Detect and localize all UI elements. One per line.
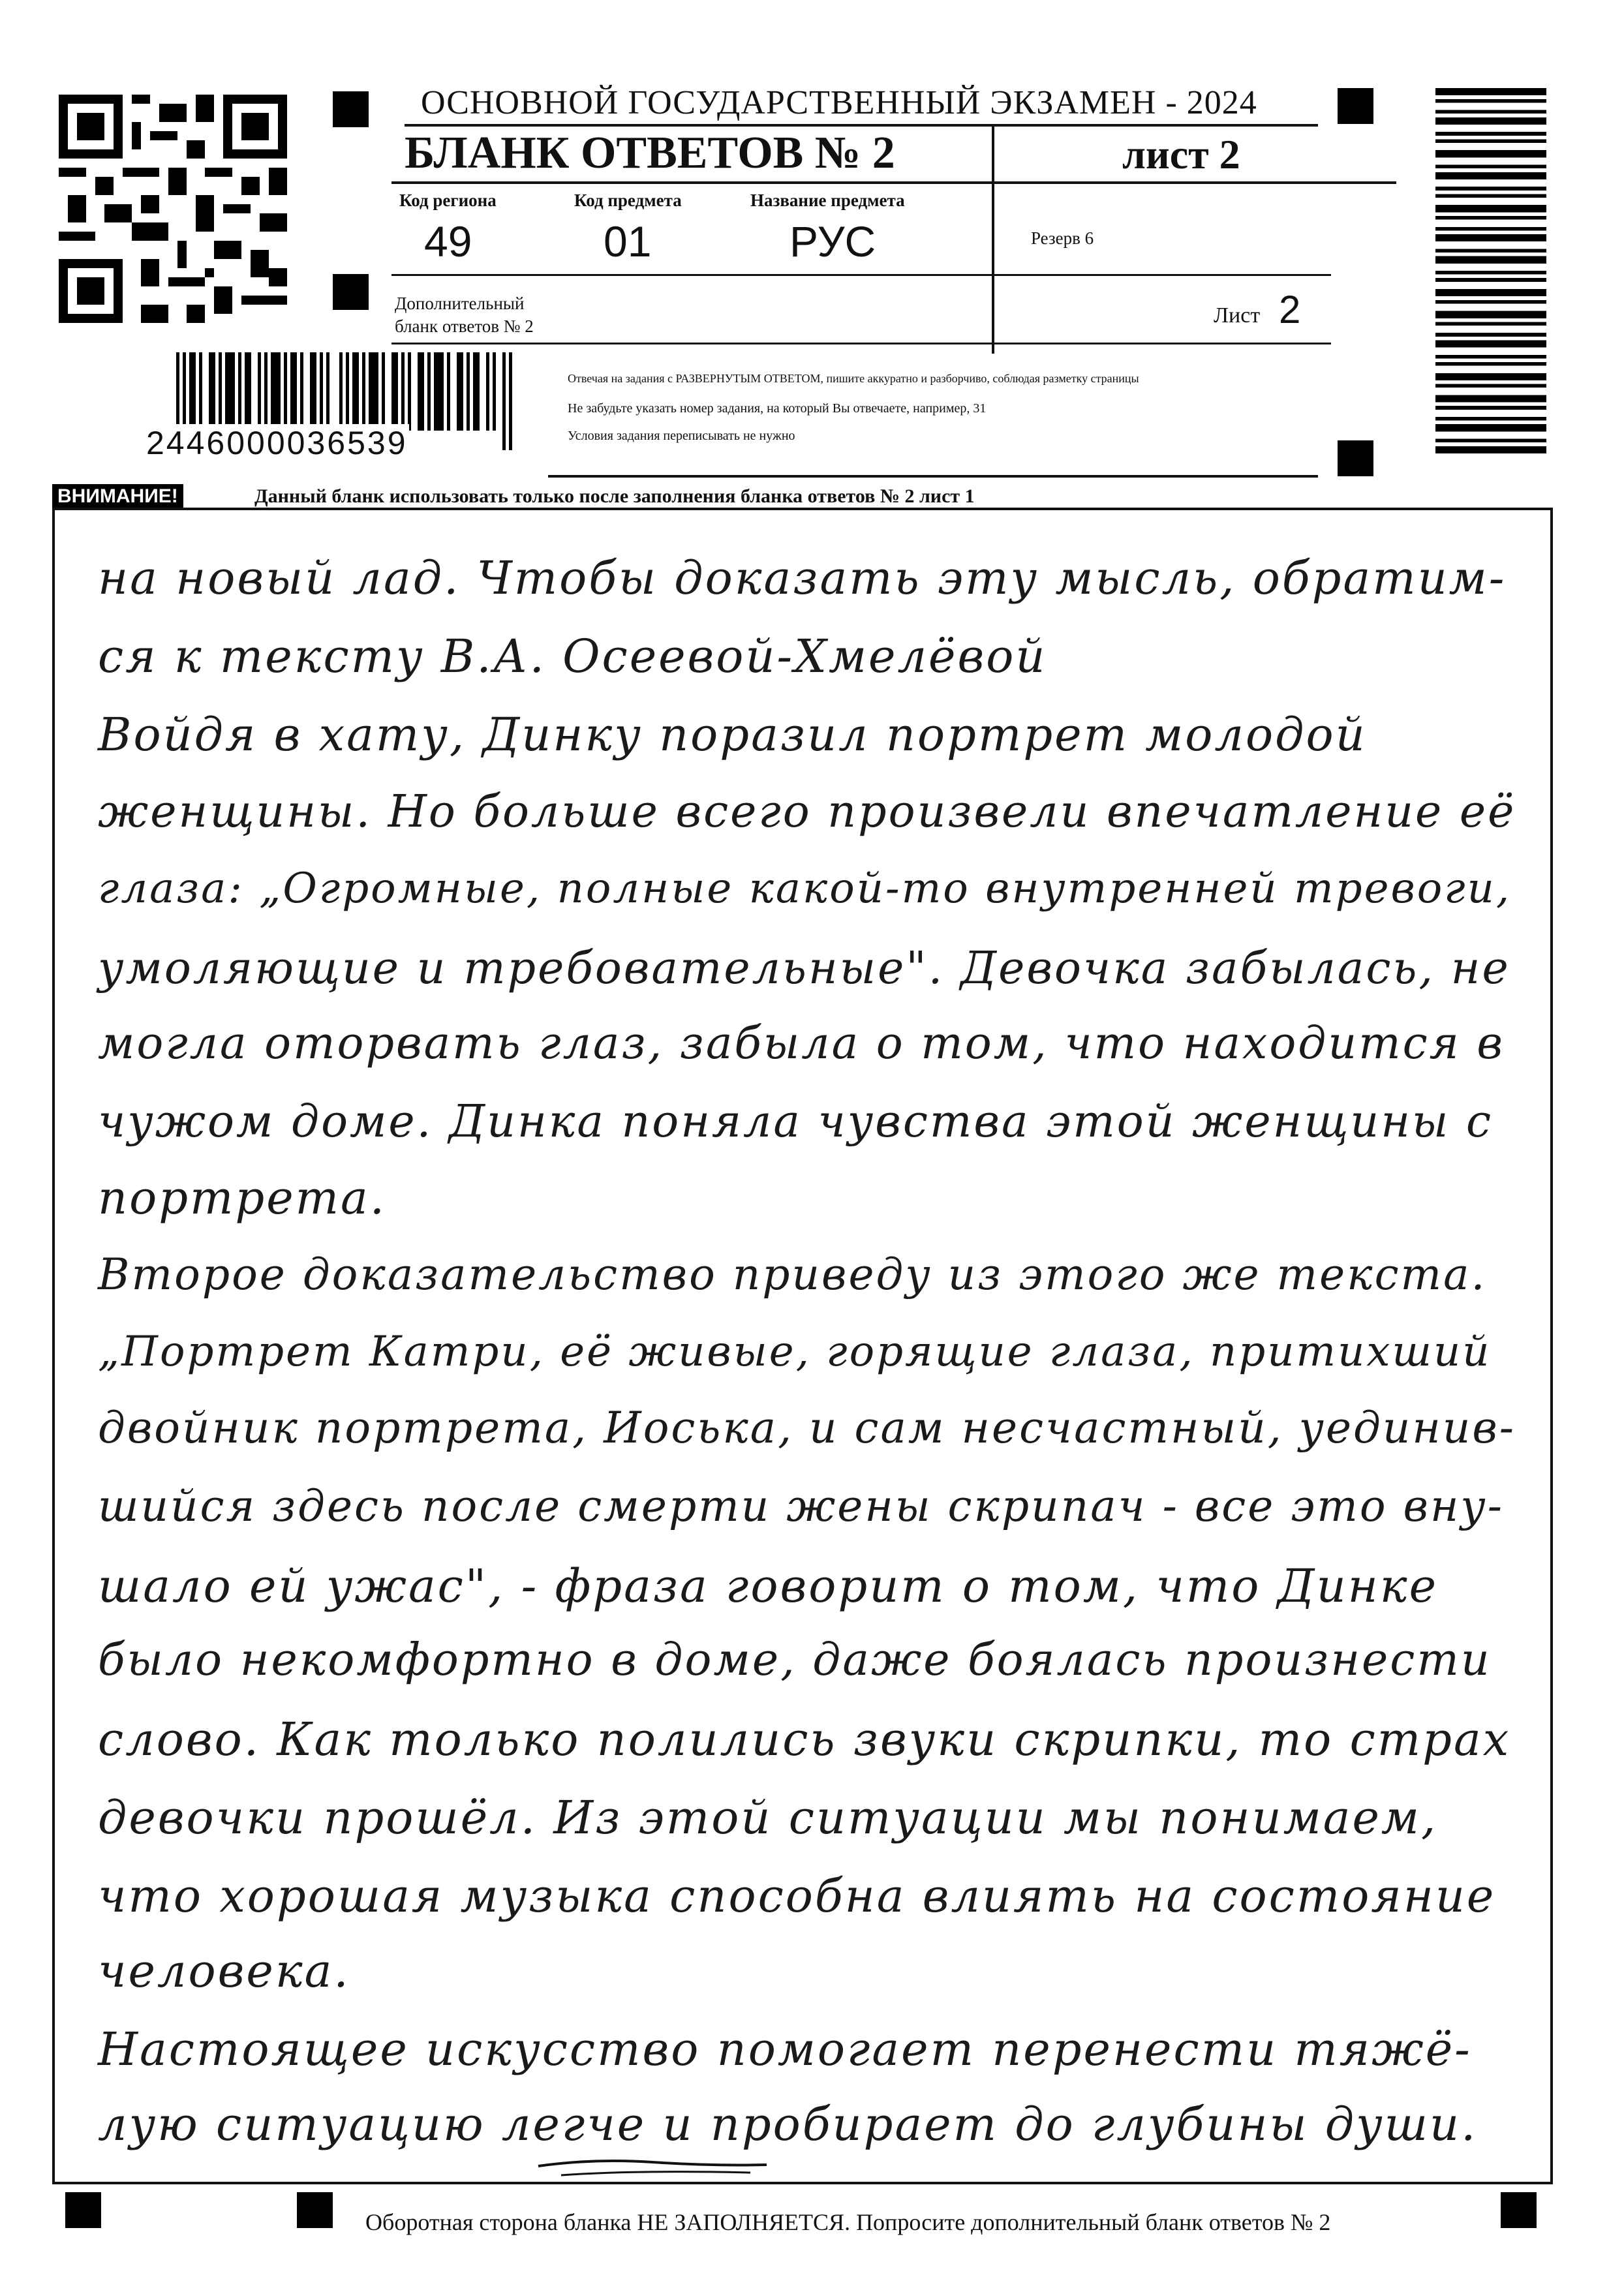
answer-line: что хорошая музыка способна влиять на состояние [98,1869,1496,1923]
answer-line: ся к тексту В.А. Осеевой-Хмелёвой [98,630,1047,683]
answer-line: двойник портрета, Иоська, и сам несчастный, уединив- [98,1403,1516,1453]
answer-line: могла оторвать глаз, забыла о том, что находится в [98,1018,1505,1069]
answer-line: лую ситуацию легче и пробирает до глубины души. [98,2098,1478,2151]
answer-line: портрета. [98,1171,387,1225]
registration-mark [1338,440,1373,476]
registration-mark [1501,2192,1537,2228]
registration-mark [65,2192,101,2228]
sheet-number-label: Лист [1214,303,1261,328]
sheet-number-value: 2 [1279,288,1301,331]
title-underline [405,124,1318,127]
answer-line: на новый лад. Чтобы доказать эту мысль, обратим- [98,551,1507,605]
answer-line: Второе доказательство приведу из этого же текста. [98,1249,1487,1300]
reserve-label: Резерв 6 [1031,228,1094,248]
barcode-number: 2446000036539 [146,425,408,461]
instructions-underline [548,475,1318,478]
footer-note: Оборотная сторона бланка НЕ ЗАПОЛНЯЕТСЯ. Попросите дополнительный бланк ответов № 2 [365,2209,1331,2235]
sheet-label: лист 2 [1122,131,1240,177]
answer-line: слово. Как только полились звуки скрипки, то страх [98,1713,1511,1766]
answer-line: женщины. Но больше всего произвели впечатление её [98,786,1516,838]
additional-form-label-2: бланк ответов № 2 [395,316,534,336]
subject-code-value: 01 [604,217,652,266]
answer-line: девочки прошёл. Из этой ситуации мы понимаем, [98,1791,1438,1844]
fields-underline [391,274,1331,276]
qr-code [59,95,287,323]
registration-mark [333,274,369,310]
answer-line: чужом доме. Динка поняла чувства этой женщины с [98,1096,1494,1148]
instruction-line-2: Не забудьте указать номер задания, на который Вы отвечаете, например, 31 [568,401,987,416]
subject-name-label: Название предмета [750,191,905,210]
form-title: БЛАНК ОТВЕТОВ № 2 [405,128,895,178]
exam-title: ОСНОВНОЙ ГОСУДАРСТВЕННЫЙ ЭКЗАМЕН - 2024 [421,84,1257,121]
registration-mark [333,91,369,127]
registration-mark [297,2192,333,2228]
attention-badge: ВНИМАНИЕ! [52,484,183,509]
answer-line: Войдя в хату, Динку поразил портрет молодой [98,708,1367,761]
answer-line: умоляющие и требовательные". Девочка забылась, не [98,943,1510,994]
attention-text: Данный бланк использовать только после заполнения бланка ответов № 2 лист 1 [254,485,975,507]
instruction-line-3: Условия задания переписывать не нужно [568,429,795,443]
region-code-label: Код региона [399,191,497,210]
header-underline [391,181,1396,184]
answer-line: было некомфортно в доме, даже боялась произнести [98,1634,1492,1686]
additional-form-label-1: Дополнительный [395,294,525,313]
end-stroke [535,2153,770,2179]
answer-line: шало ей ужас", - фраза говорит о том, что Динке [98,1559,1439,1613]
instruction-line-1: Отвечая на задания с РАЗВЕРНУТЫМ ОТВЕТОМ, пишите аккуратно и разборчиво, соблюдая разметку страницы [568,372,1139,385]
answer-line: глаза: „Огромные, полные какой-то внутренней тревоги, [98,864,1512,913]
additional-underline [391,343,1331,344]
answer-line: человека. [98,1944,350,1998]
region-code-value: 49 [424,217,472,266]
subject-name-value: РУС [789,217,876,266]
answer-line: „Портрет Катри, её живые, горящие глаза, притихший [98,1328,1492,1376]
subject-code-label: Код предмета [574,191,682,210]
title-divider [992,125,994,354]
answer-line: Настоящее искусство помогает перенести тяжё- [98,2023,1472,2076]
registration-mark [1338,88,1373,124]
answer-line: шийся здесь после смерти жены скрипач - все это вну- [98,1481,1505,1531]
side-barcode [1435,88,1546,453]
